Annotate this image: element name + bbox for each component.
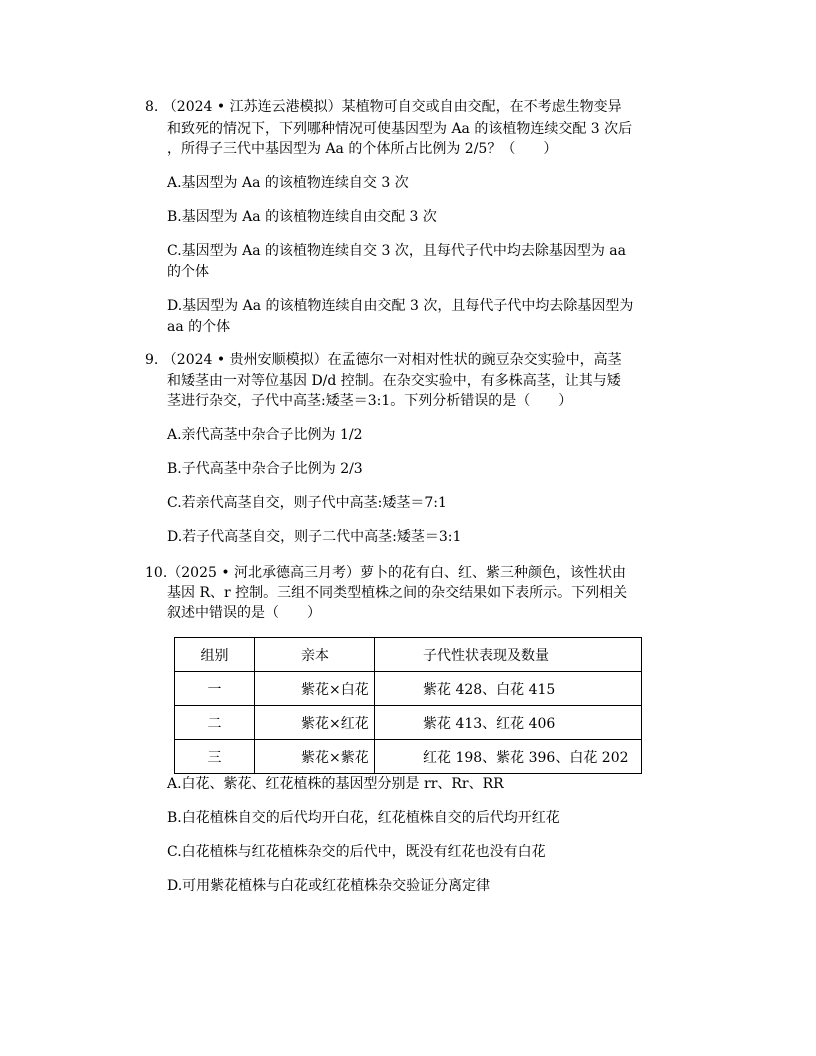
question-10-stem-line: 10.（2025 • 河北承德高三月考）萝卜的花有白、红、紫三种颜色，该性状由 (145, 565, 627, 581)
question-8-option-c: C.基因型为 Aa 的该植物连续自交 3 次，且每代子代中均去除基因型为 aa (167, 243, 626, 259)
table-cell: 紫花×白花 (255, 672, 375, 706)
table-header-cell: 组别 (175, 638, 255, 672)
table-row (175, 740, 642, 774)
table-header-cell: 亲本 (255, 638, 375, 672)
question-10-stem-line: 叙述中错误的是（ ） (167, 605, 321, 621)
table-cell: 三 (175, 740, 255, 774)
question-9-stem-line: 9. （2024 • 贵州安顺模拟）在孟德尔一对相对性状的豌豆杂交实验中，高茎 (145, 352, 622, 368)
question-9-stem-line: 茎进行杂交，子代中高茎:矮茎＝3:1。下列分析错误的是（ ） (167, 393, 573, 409)
question-8-option-c-cont: 的个体 (167, 264, 209, 280)
question-10-option-b: B.白花植株自交的后代均开白花，红花植株自交的后代均开红花 (167, 810, 560, 826)
question-10-option-a: A.白花、紫花、红花植株的基因型分别是 rr、Rr、RR (167, 776, 504, 792)
table-row (175, 706, 642, 740)
question-8-stem-line: 和致死的情况下，下列哪种情况可使基因型为 Aa 的该植物连续交配 3 次后 (167, 121, 633, 137)
table-cell: 一 (175, 672, 255, 706)
table-cell: 红花 198、紫花 396、白花 202 (375, 740, 642, 774)
table-cell: 紫花 413、红花 406 (375, 706, 642, 740)
question-8-option-d: D.基因型为 Aa 的该植物连续自由交配 3 次，且每代子代中均去除基因型为 (167, 298, 634, 314)
question-8-option-d-cont: aa 的个体 (167, 319, 231, 335)
question-8-stem-line: ，所得子三代中基因型为 Aa 的个体所占比例为 2/5？（ ） (167, 141, 558, 157)
question-9-option-c: C.若亲代高茎自交，则子代中高茎:矮茎＝7:1 (167, 495, 447, 511)
table-cell: 紫花×紫花 (255, 740, 375, 774)
question-8-option-a: A.基因型为 Aa 的该植物连续自交 3 次 (167, 175, 409, 191)
question-9-option-a: A.亲代高茎中杂合子比例为 1/2 (167, 427, 363, 443)
question-9-option-b: B.子代高茎中杂合子比例为 2/3 (167, 461, 363, 477)
table-header-row (175, 638, 642, 672)
question-9-option-d: D.若子代高茎自交，则子二代中高茎:矮茎＝3:1 (167, 529, 462, 545)
table-cell: 紫花 428、白花 415 (375, 672, 642, 706)
question-8-option-b: B.基因型为 Aa 的该植物连续自由交配 3 次 (167, 209, 437, 225)
table-row (175, 672, 642, 706)
table-cell: 二 (175, 706, 255, 740)
question-8-stem-line: 8. （2024 • 江苏连云港模拟）某植物可自交或自由交配，在不考虑生物变异 (145, 99, 622, 115)
question-10-option-d: D.可用紫花植株与白花或红花植株杂交验证分离定律 (167, 878, 491, 894)
question-9-stem-line: 和矮茎由一对等位基因 D/d 控制。在杂交实验中，有多株高茎，让其与矮 (167, 373, 621, 389)
question-10-stem-line: 基因 R、r 控制。三组不同类型植株之间的杂交结果如下表所示。下列相关 (167, 585, 628, 601)
question-10-option-c: C.白花植株与红花植株杂交的后代中，既没有红花也没有白花 (167, 844, 546, 860)
table-header-cell: 子代性状表现及数量 (375, 638, 642, 672)
table-cell: 紫花×红花 (255, 706, 375, 740)
cross-results-table (174, 637, 642, 774)
